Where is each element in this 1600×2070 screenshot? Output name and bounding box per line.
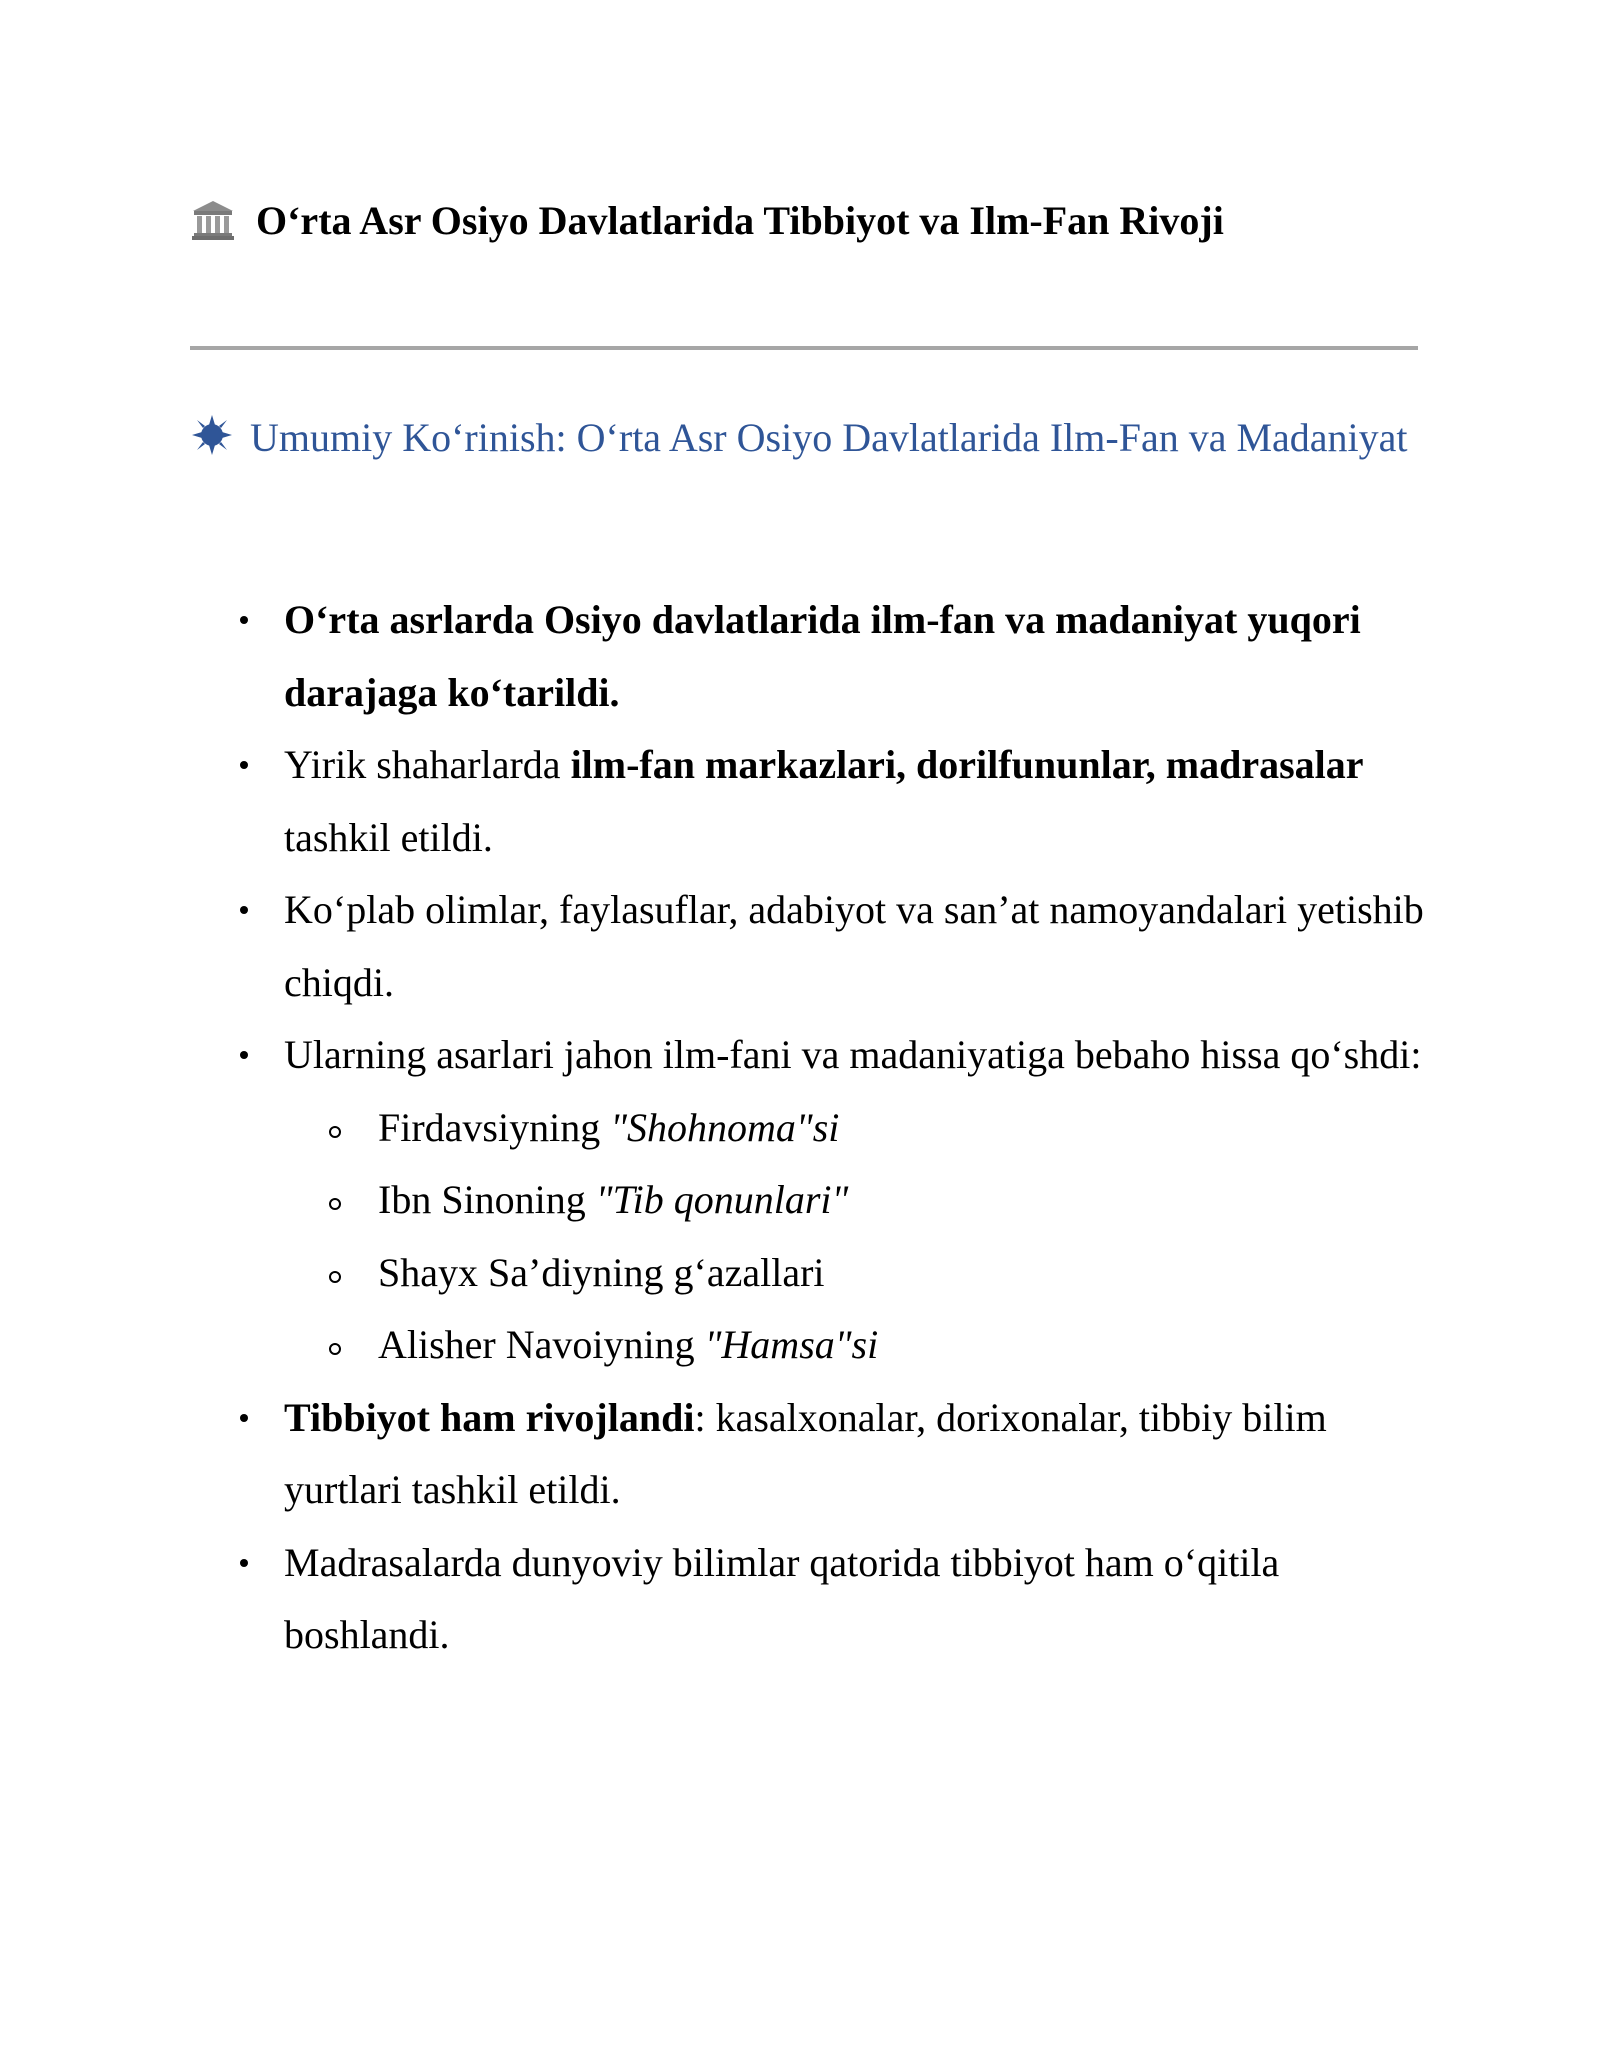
sub-list-item (284, 1092, 1430, 1165)
sub-list-item (284, 1164, 1430, 1237)
list-item (190, 874, 1430, 1019)
list-item-text: Madrasalarda dunyoviy bilimlar qatorida tibbiyot ham o‘qitila boshlandi. (284, 1539, 1280, 1657)
list-item (190, 1382, 1430, 1527)
sub-list-item (284, 1237, 1430, 1310)
sub-item-title: "Tib qonunlari" (595, 1177, 849, 1222)
sub-item-text: Firdavsiyning (378, 1104, 611, 1150)
title-text: O‘rta Asr Osiyo Davlatlarida Tibbiyot va Ilm-Fan Rivoji (256, 197, 1224, 243)
section-heading-text: Umumiy Ko‘rinish: O‘rta Asr Osiyo Davlatlarida Ilm-Fan va Madaniyat (250, 415, 1408, 460)
list-item-bold: ilm-fan markazlari, dorilfununlar, madrasalar (570, 742, 1364, 787)
list-item-text: Ularning asarlari jahon ilm-fani va madaniyatiga bebaho hissa qo‘shdi: (284, 1032, 1422, 1077)
list-item (190, 1527, 1430, 1672)
list-item-bold: Tibbiyot ham rivojlandi (284, 1394, 695, 1440)
list-item-bold: O‘rta asrlarda Osiyo davlatlarida ilm-fan va madaniyat yuqori darajaga ko‘tarildi. (284, 597, 1361, 715)
list-item-text: tashkil etildi. (284, 814, 493, 860)
sub-bullet-list (284, 1092, 1430, 1382)
document-title (190, 190, 1224, 250)
list-item (190, 1019, 1430, 1382)
sub-item-text: Shayx Sa’diyning g‘azallari (378, 1249, 825, 1295)
sparkle-icon (190, 413, 234, 457)
sub-item-title: "Shohnoma"si (610, 1104, 840, 1150)
list-item-text: Yirik shaharlarda (284, 742, 571, 787)
sub-item-text: Ibn Sinoning (378, 1177, 596, 1222)
main-bullet-list (190, 584, 1430, 1672)
sub-list-item (284, 1309, 1430, 1382)
classical-building-icon (190, 197, 236, 243)
horizontal-divider (190, 346, 1418, 350)
list-item (190, 584, 1430, 729)
list-item (190, 729, 1430, 874)
list-item-text: Ko‘plab olimlar, faylasuflar, adabiyot va san’at namoyandalari yetishib chiqdi. (284, 887, 1424, 1005)
list-item-text: : kasalxonalar, dorixonalar, tibbiy bilim yurtlari tashkil etildi. (284, 1394, 1327, 1512)
sub-item-text: Alisher Navoiyning (378, 1322, 705, 1367)
section-heading (190, 400, 1430, 476)
sub-item-title: "Hamsa"si (704, 1322, 879, 1367)
